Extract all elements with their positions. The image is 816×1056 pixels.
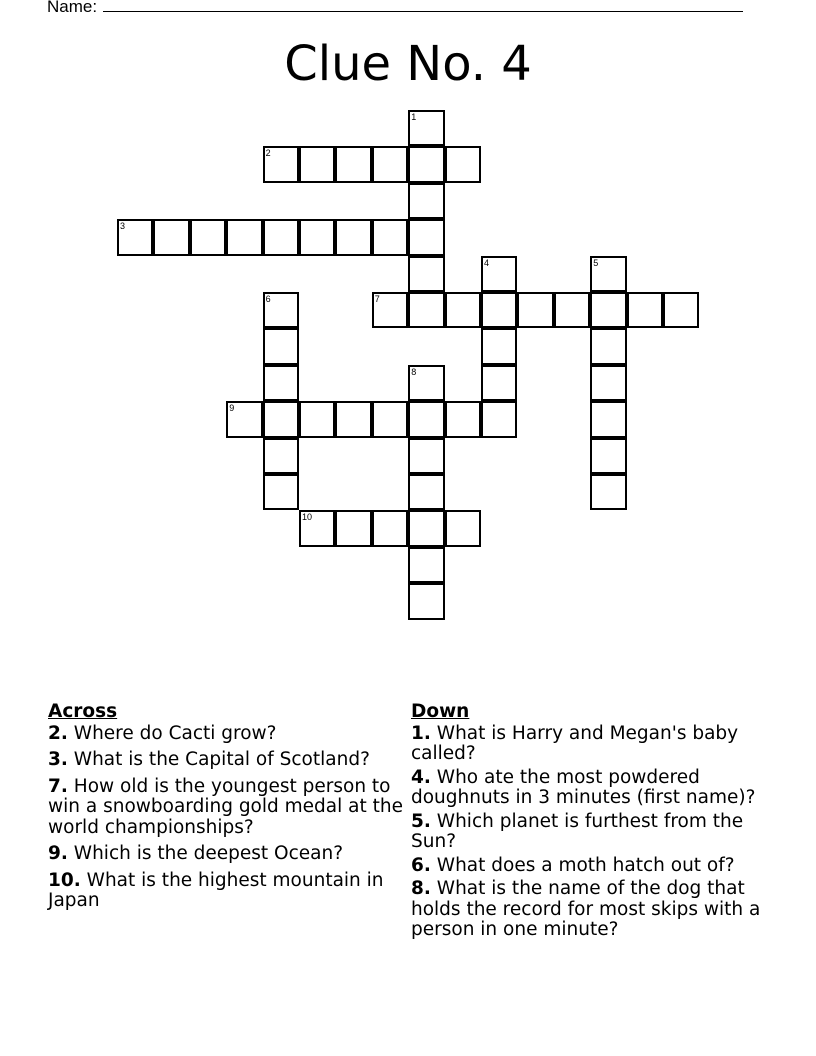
- grid-cell[interactable]: [481, 365, 517, 401]
- cell-number: 10: [302, 512, 313, 523]
- grid-cell[interactable]: [408, 292, 444, 328]
- page-title: Clue No. 4: [284, 36, 532, 92]
- grid-cell[interactable]: [263, 365, 299, 401]
- grid-cell[interactable]: [226, 219, 262, 255]
- grid-cell[interactable]: [590, 474, 626, 510]
- grid-cell[interactable]: [263, 438, 299, 474]
- grid-cell[interactable]: [372, 292, 408, 328]
- clue-item: 7. How old is the youngest person to win a snowboarding gold medal at the world championships?: [48, 775, 403, 838]
- grid-cell[interactable]: [408, 438, 444, 474]
- down-clues: [411, 702, 771, 944]
- clue-item: 4. Who ate the most powdered doughnuts in 3 minutes (first name)?: [411, 766, 756, 808]
- grid-cell[interactable]: [299, 401, 335, 437]
- clue-item: 3. What is the Capital of Scotland?: [48, 749, 370, 770]
- grid-cell[interactable]: [408, 219, 444, 255]
- grid-cell[interactable]: [190, 219, 226, 255]
- grid-cell[interactable]: [627, 292, 663, 328]
- grid-cell[interactable]: [263, 401, 299, 437]
- grid-cell[interactable]: [590, 401, 626, 437]
- grid-cell[interactable]: [590, 438, 626, 474]
- grid-cell[interactable]: [263, 146, 299, 182]
- grid-cell[interactable]: [445, 146, 481, 182]
- grid-cell[interactable]: [590, 328, 626, 364]
- grid-cell[interactable]: [408, 146, 444, 182]
- grid-cell[interactable]: [408, 256, 444, 292]
- grid-cell[interactable]: [299, 146, 335, 182]
- clue-item: 6. What does a moth hatch out of?: [411, 854, 735, 876]
- cell-number: 4: [484, 257, 490, 268]
- cell-number: 2: [265, 148, 271, 159]
- clue-item: 10. What is the highest mountain in Japan: [48, 869, 384, 911]
- cell-number: 9: [229, 403, 235, 414]
- grid-cell[interactable]: [481, 328, 517, 364]
- grid-cell[interactable]: [299, 510, 335, 546]
- grid-cell[interactable]: [153, 219, 189, 255]
- clue-item: 9. Which is the deepest Ocean?: [48, 843, 344, 864]
- grid-cell[interactable]: [226, 401, 262, 437]
- grid-cell[interactable]: [408, 401, 444, 437]
- across-clues: [48, 702, 403, 918]
- grid-cell[interactable]: [299, 219, 335, 255]
- grid-cell[interactable]: [554, 292, 590, 328]
- grid-cell[interactable]: [372, 146, 408, 182]
- across-heading: Across: [48, 701, 118, 722]
- grid-cell[interactable]: [663, 292, 699, 328]
- name-label: Name:: [47, 0, 98, 16]
- grid-cell[interactable]: [263, 292, 299, 328]
- grid-cell[interactable]: [517, 292, 553, 328]
- cell-number: 8: [411, 366, 417, 377]
- grid-cell[interactable]: [408, 183, 444, 219]
- grid-cell[interactable]: [408, 510, 444, 546]
- grid-cell[interactable]: [445, 401, 481, 437]
- clue-item: 8. What is the name of the dog that holds the record for most skips with a person in one minute?: [411, 878, 761, 940]
- grid-cell[interactable]: [481, 401, 517, 437]
- grid-cell[interactable]: [590, 256, 626, 292]
- cell-number: 1: [411, 112, 417, 122]
- grid-cell[interactable]: [372, 510, 408, 546]
- grid-cell[interactable]: [408, 365, 444, 401]
- grid-cell[interactable]: [117, 219, 153, 255]
- grid-cell[interactable]: [408, 110, 444, 146]
- grid-cell[interactable]: [263, 328, 299, 364]
- cell-number: 3: [120, 221, 126, 232]
- grid-cell[interactable]: [590, 292, 626, 328]
- grid-cell[interactable]: [263, 474, 299, 510]
- grid-cell[interactable]: [335, 401, 371, 437]
- grid-cell[interactable]: [372, 219, 408, 255]
- grid-cell[interactable]: [335, 219, 371, 255]
- clue-item: 1. What is Harry and Megan's baby called?: [411, 722, 739, 764]
- grid-cell[interactable]: [408, 474, 444, 510]
- grid-cell[interactable]: [445, 510, 481, 546]
- grid-cell[interactable]: [481, 292, 517, 328]
- grid-cell[interactable]: [263, 219, 299, 255]
- grid-cell[interactable]: [335, 510, 371, 546]
- grid-cell[interactable]: [481, 256, 517, 292]
- grid-cell[interactable]: [408, 583, 444, 619]
- cell-number: 6: [265, 294, 271, 304]
- clue-item: 5. Which planet is furthest from the Sun?: [411, 810, 744, 852]
- grid-cell[interactable]: [335, 146, 371, 182]
- grid-cell[interactable]: [590, 365, 626, 401]
- cell-number: 5: [593, 257, 599, 268]
- clue-item: 2. Where do Cacti grow?: [48, 722, 277, 744]
- down-heading: Down: [411, 701, 470, 722]
- grid-cell[interactable]: [372, 401, 408, 437]
- grid-cell[interactable]: [445, 292, 481, 328]
- grid-cell[interactable]: [408, 547, 444, 583]
- cell-number: 7: [374, 294, 380, 304]
